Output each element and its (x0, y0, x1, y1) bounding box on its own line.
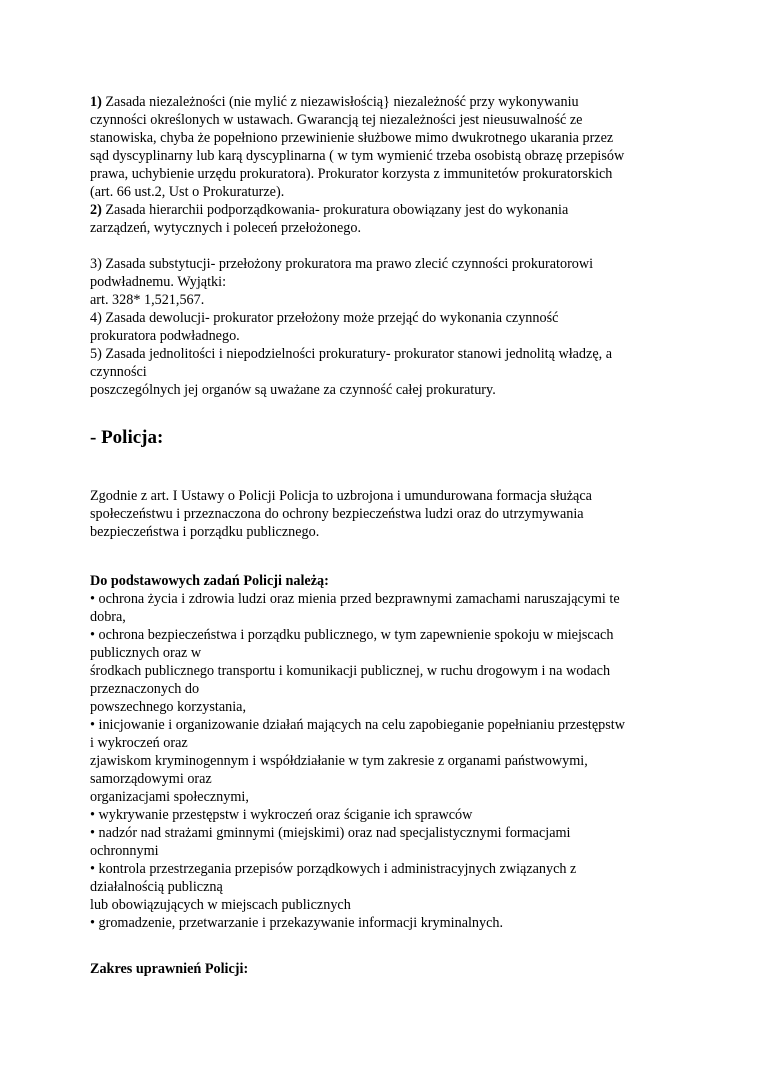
text-line: bezpieczeństwa i porządku publicznego. (90, 524, 320, 540)
task-line: lub obowiązujących w miejscach publicznych (90, 897, 351, 913)
task-line: i wykroczeń oraz (90, 735, 188, 751)
principle-text: Zasada hierarchii podporządkowania- prokuratura obowiązany jest do wykonania (101, 202, 569, 218)
text-line: prawa, uchybienie urzędu prokuratora). Prokurator korzysta z immunitetów prokuratorskich (90, 166, 613, 182)
task-line: działalnością publiczną (90, 879, 223, 895)
text-line: społeczeństwu i przeznaczona do ochrony bezpieczeństwa ludzi oraz do utrzymywania (90, 506, 584, 522)
text-line: art. 328* 1,521,567. (90, 292, 205, 308)
task-line: ochronnymi (90, 843, 159, 859)
task-line: publicznych oraz w (90, 645, 202, 661)
task-line: przeznaczonych do (90, 681, 200, 697)
text-line: czynności (90, 364, 147, 380)
task-line: • wykrywanie przestępstw i wykroczeń oraz ściganie ich sprawców (90, 807, 473, 823)
police-tasks (90, 572, 710, 932)
task-line: organizacjami społecznymi, (90, 789, 249, 805)
principle-2 (90, 201, 710, 237)
text-line: stanowiska, chyba że popełniono przewinienie służbowe mimo dwukrotnego ukarania przez (90, 130, 614, 146)
section-heading-police: - Policja: (90, 427, 164, 448)
text-line: prokuratora podwładnego. (90, 328, 240, 344)
principle-text: Zasada niezależności (nie mylić z niezawisłością} niezależność przy wykonywaniu (101, 94, 579, 110)
text-line: czynności określonych w ustawach. Gwarancją tej niezależności jest nieusuwalność ze (90, 112, 583, 128)
text-line: 4) Zasada dewolucji- prokurator przełożony może przejąć do wykonania czynność (90, 310, 559, 326)
principle-1 (90, 93, 710, 201)
principle-number: 1) (90, 94, 102, 110)
text-line: sąd dyscyplinarny lub karą dyscyplinarna ( w tym wymienić trzeba osobistą obrazę przepisów (90, 148, 625, 164)
task-line: zjawiskom kryminogennym i współdziałanie w tym zakresie z organami państwowymi, (90, 753, 588, 769)
task-line: • nadzór nad strażami gminnymi (miejskimi) oraz nad specjalistycznymi formacjami (90, 825, 571, 841)
principles-3-to-5 (90, 255, 710, 399)
task-line: środkach publicznego transportu i komunikacji publicznej, w ruchu drogowym i na wodach (90, 663, 611, 679)
tasks-heading: Do podstawowych zadań Policji należą: (90, 573, 329, 589)
powers-heading: Zakres uprawnień Policji: (90, 961, 249, 977)
principle-number: 2) (90, 202, 102, 218)
task-line: • ochrona życia i zdrowia ludzi oraz mienia przed bezprawnymi zamachami naruszającymi te (90, 591, 620, 607)
principle-1-first-line (90, 93, 710, 111)
task-line: powszechnego korzystania, (90, 699, 247, 715)
text-line: poszczególnych jej organów są uważane za czynność całej prokuratury. (90, 382, 496, 398)
text-line: Zgodnie z art. I Ustawy o Policji Policja to uzbrojona i umundurowana formacja służąca (90, 488, 592, 504)
text-line: 5) Zasada jednolitości i niepodzielności prokuratury- prokurator stanowi jednolitą władzę, a (90, 346, 613, 362)
task-line: samorządowymi oraz (90, 771, 212, 787)
task-line: • inicjowanie i organizowanie działań mających na celu zapobieganie popełnianiu przestępstw (90, 717, 625, 733)
text-line: 3) Zasada substytucji- przełożony prokuratora ma prawo zlecić czynności prokuratorowi (90, 256, 594, 272)
task-line: • kontrola przestrzegania przepisów porządkowych i administracyjnych związanych z (90, 861, 577, 877)
text-line: podwładnemu. Wyjątki: (90, 274, 227, 290)
task-line: dobra, (90, 609, 126, 625)
task-line: • gromadzenie, przetwarzanie i przekazywanie informacji kryminalnych. (90, 915, 504, 931)
text-line: (art. 66 ust.2, Ust o Prokuraturze). (90, 184, 285, 200)
text-line: zarządzeń, wytycznych i poleceń przełożonego. (90, 220, 361, 236)
police-intro (90, 487, 710, 541)
task-line: • ochrona bezpieczeństwa i porządku publicznego, w tym zapewnienie spokoju w miejscach (90, 627, 614, 643)
principle-2-first-line (90, 201, 710, 219)
